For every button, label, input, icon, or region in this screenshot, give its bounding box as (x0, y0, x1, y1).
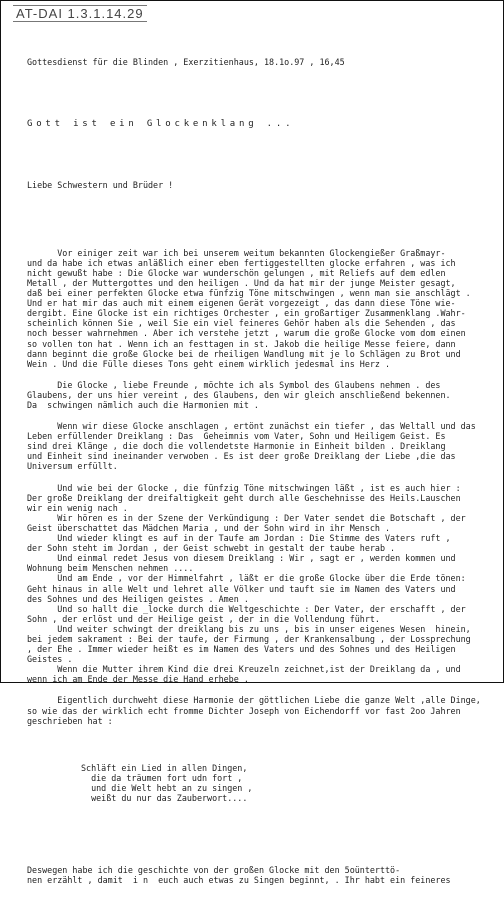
text-line: nen erzählt , damit i n euch auch etwas zu Singen beginnt, . Ihr habt ein feineres (27, 874, 451, 885)
text-line: geschrieben hat : (27, 715, 113, 726)
text-line: dergibt. Eine Glocke ist ein richtiges Orchester , ein großartiger Zusammenklang .Wahr- (27, 308, 466, 319)
text-line: Metall , der Muttergottes und den heiligen . Und da hat mir der junge Meister gesagt, (27, 277, 456, 288)
text-line: Und weiter schwingt der dreiklang bis zu uns , bis in unser eigenes Wesen hinein, (27, 623, 471, 634)
text-line: noch besser wahrnehmen . Aber ich verstehe jetzt , warum die große Glocke vom dom einen (27, 328, 466, 339)
paragraph (27, 248, 497, 369)
text-line: Geistes . (27, 654, 73, 665)
text-line: Wein . Und die Fülle dieses Tons geht einem wirklich jedesmal ins Herz . (27, 358, 391, 369)
text-line: so wie das der wirklich echt fromme Dichter Joseph von Eichendorff vor fast 2oo Jahren (27, 705, 461, 716)
text-line: Da schwingen nämlich auch die Harmonien mit . (27, 400, 259, 410)
closing-paragraph (27, 865, 497, 885)
text-line: Und einmal redet Jesus von diesem Dreiklang : Wir , sagt er , werden kommen und (27, 553, 456, 564)
text-line: bei jedem sakrament : Bei der taufe, der Firmung , der Krankensalbung , der Lossprechung (27, 633, 471, 644)
paragraph (27, 483, 497, 685)
sermon-paragraphs (27, 248, 497, 733)
poem-line: Schläft ein Lied in allen Dingen, (81, 763, 248, 773)
archive-stamp (13, 5, 147, 22)
paragraph (27, 380, 497, 410)
text-line: Wenn wir diese Glocke anschlagen , ertönt zunächst ein tiefer , das Weltall und das (27, 421, 476, 432)
text-line: Geht hinaus in alle Welt und lehret alle Völker und tauft sie im Namen des Vaters und (27, 583, 456, 594)
poem-line: und die Welt hebt an zu singen , (81, 783, 253, 794)
document-body (27, 37, 497, 905)
text-line: Und so hallt die _locke durch die Weltgeschichte : Der Vater, der erschafft , der (27, 603, 466, 614)
text-line: Deswegen habe ich die geschichte von der großen Glocke mit den 5oünterttö- (27, 864, 401, 875)
paragraph (27, 421, 497, 471)
text-line: nicht gewußt habe : Die Glocke war wunderschön gelungen , mit Reliefs auf dem edlen (27, 267, 446, 278)
text-line: Wir hören es in der Szene der Verkündigung : Der Vater sendet die Botschaft , der (27, 512, 466, 523)
text-line: Und wie bei der Glocke , die fünfzig Töne mitschwingen läßt , ist es auch hier : (27, 482, 461, 493)
text-line: Und er hat mir das auch mit einem eigenen Gerät vorgezeigt , das dann diese Töne wie- (27, 298, 456, 309)
text-line: des Sohnes und des Heiligen geistes . Amen . (27, 593, 249, 604)
text-line: Glaubens, der uns hier vereint , des Glaubens, den wir gleich anschließend bekennen. (27, 389, 451, 400)
text-line: Wenn die Mutter ihrem Kind die drei Kreuzeln zeichnet,ist der Dreiklang da , und (27, 664, 461, 675)
poem-block (27, 763, 497, 803)
text-line: wir ein wenig nach . (27, 502, 128, 513)
text-line: und da habe ich etwas anläßlich einer eben fertiggestellten glocke erfahren , was ich (27, 257, 456, 268)
poem-line: die da träumen fort udn fort , (81, 773, 243, 784)
text-line: Der große Dreiklang der dreifaltigkeit geht durch alle Geschehnisse des Heils.Lauschen (27, 492, 461, 503)
text-line: und Einheit sind ineinander verwoben . Es ist deer große Dreiklang der Liebe ,die das (27, 451, 456, 462)
text-line: Sohn , der erlöst und der Heilige geist , der in die Vollendung führt. (27, 613, 380, 624)
text-line: Universum erfüllt. (27, 461, 118, 472)
text-line: daß bei einer perfekten Glocke etwa fünfzig Töne mitschwingen , wenn man sie anschlägt . (27, 288, 471, 299)
text-line: Und am Ende , vor der Himmelfahrt , läßt er die große Glocke über die Erde tönen: (27, 573, 466, 584)
sermon-heading: Gott ist ein Glockenklang ... (27, 118, 295, 129)
archive-stamp-text: AT-DAI 1.3.1.14.29 (13, 5, 147, 22)
text-line: Eigentlich durchweht diese Harmonie der göttlichen Liebe die ganze Welt ,alle Dinge, (27, 695, 481, 706)
poem-line: weißt du nur das Zauberwort.... (81, 793, 248, 804)
text-line: Vor einiger zeit war ich bei unserem weitum bekannten Glockengießer Graßmayr- (27, 247, 446, 258)
header-line: Gottesdienst für die Blinden , Exerzitienhaus, 18.1o.97 , 16,45 (27, 57, 345, 68)
text-line: Geist überschattet das Mädchen Maria , und der Sohn wird in ihr Mensch . (27, 522, 391, 533)
text-line: so vollen ton hat . Wenn ich an festtagen in st. Jakob die heilige Messe feiere, dann (27, 338, 456, 349)
text-line: Die Glocke , liebe Freunde , möchte ich als Symbol des Glaubens nehmen . des (27, 379, 441, 390)
text-line: , der Ehe . Immer wieder heißt es im Namen des Vaters und des Sohnes und des Heiligen (27, 644, 456, 655)
greeting: Liebe Schwestern und Brüder ! (27, 180, 174, 191)
text-line: wenn ich am Ende der Messe die Hand erhebe . (27, 674, 249, 685)
text-line: Wohnung beim Menschen nehmen .... (27, 563, 194, 574)
text-line: sind drei Klänge , die doch die vollendetste Harmonie in Einheit bilden . Dreiklang (27, 441, 446, 452)
text-line: dann beginnt die große Glocke bei de rheiligen Wandlung mit je lo Schlägen zu Brot und (27, 348, 461, 359)
text-line: der Sohn steht im Jordan , der Geist schwebt in gestalt der taube herab . (27, 543, 396, 554)
text-line: Leben erfüllender Dreiklang : Das Geheimnis vom Vater, Sohn und Heiligem Geist. Es (27, 431, 446, 442)
text-line: scheinlich können Sie , weil Sie ein viel feineres Gehör haben als die Sehenden , das (27, 318, 456, 329)
text-line: Und wieder klingt es auf in der Taufe am Jordan : Die Stimme des Vaters ruft , (27, 533, 451, 544)
paragraph (27, 695, 497, 725)
